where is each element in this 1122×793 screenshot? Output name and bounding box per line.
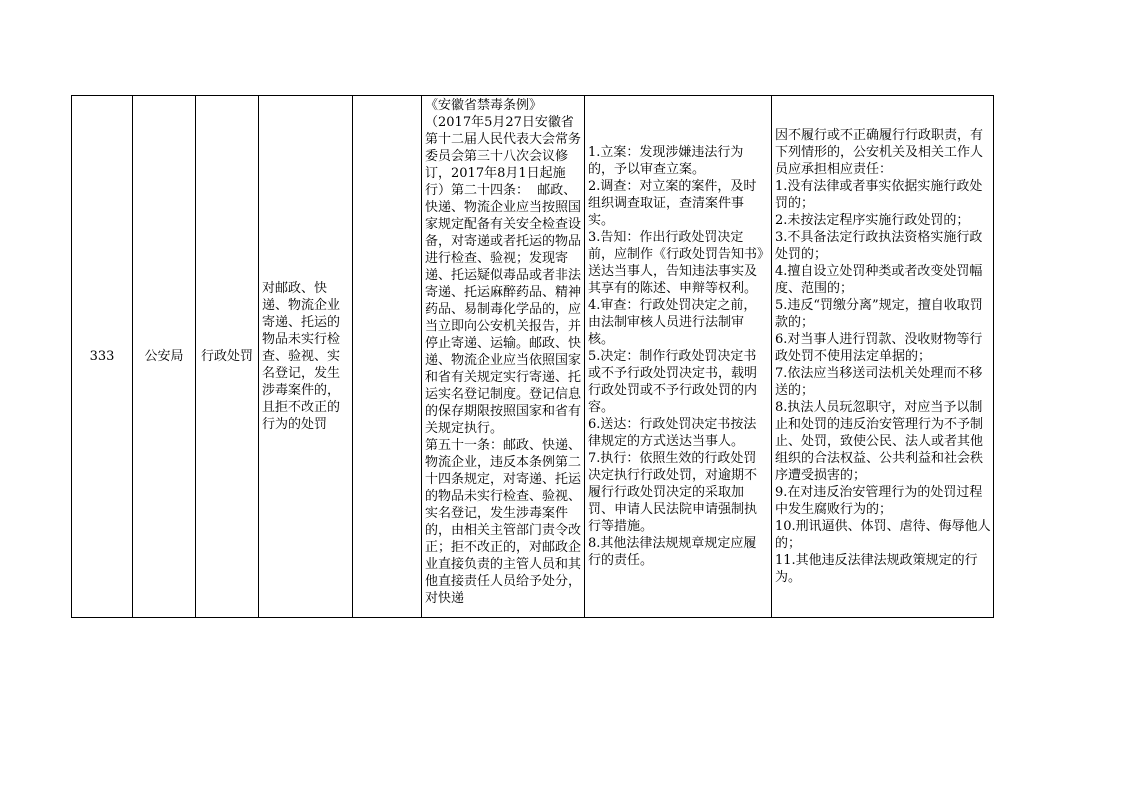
subject-cell bbox=[259, 96, 353, 618]
sub-item-cell bbox=[353, 96, 422, 618]
row-number-cell bbox=[72, 96, 133, 618]
category-cell bbox=[196, 96, 259, 618]
duty-cell bbox=[772, 96, 994, 618]
legal-basis-cell bbox=[422, 96, 585, 618]
power-list-table bbox=[71, 95, 994, 618]
power-subject: 对邮政、快递、物流企业寄递、托运的物品未实行检查、验视、实名登记，发生涉毒案件的，且拒不改正的行为的处罚 bbox=[262, 281, 341, 432]
legal-basis-text: 《安徽省禁毒条例》 （2017年5月27日安徽省第十二届人民代表大会常务委员会第三十八次会议修订，2017年8月1日起施行）第二十四条： 邮政、快递、物流企业应当按照国家规定配备有关安全检查设备，对寄递或者托运的物品进行检查、验视；发现寄递、托运疑似毒品或者非法寄递、托运麻醉药品、精神药品、易制毒化学品的，应当立即向公安机关报告，并停止寄递、运输。邮政、快递、物流企业应当依照国家和省有关规定实行寄递、托运实名登记制度。登记信息的保存期限按照国家和省有关规定执行。 第五十一条：邮政、快递、物流企业，违反本条例第二十四条规定，对寄递、托运的物品未实行检查、验视、实名登记，发生涉毒案件的，由相关主管部门责令改正；拒不改正的，对邮政企业直接负责的主管人员和其他直接责任人员给予处分，对快递 bbox=[425, 98, 582, 606]
department-cell bbox=[133, 96, 196, 618]
process-steps: 1.立案：发现涉嫌违法行为的，予以审查立案。 2.调查：对立案的案件，及时组织调查取证，查清案件事实。 3.告知：作出行政处罚决定前，应制作《行政处罚告知书》送达当事人，告知违法事实及其享有的陈述、申辩等权利。 4.审查：行政处罚决定之前，由法制审核人员进行法制审核。 5.决定：制作行政处罚决定书或不予行政处罚决定书，载明行政处罚或不予行政处罚的内容。 6.送达：行政处罚决定书按法律规定的方式送达当事人。 7.执行：依照生效的行政处罚决定执行行政处罚，对逾期不履行行政处罚决定的采取加罚、申请人民法院申请强制执行等措施。 8.其他法律法规规章规定应履行的责任。 bbox=[588, 145, 764, 568]
row-number: 333 bbox=[89, 349, 115, 364]
department-name: 公安局 bbox=[144, 349, 184, 364]
table-row bbox=[72, 96, 994, 618]
responsibility-text: 因不履行或不正确履行行政职责，有下列情形的，公安机关及相关工作人员应承担相应责任： 1.没有法律或者事实依据实施行政处罚的； 2.未按法定程序实施行政处罚的； 3.不具备法定行政执法资格实施行政处罚的； 4.擅自设立处罚种类或者改变处罚幅度、范围的； 5.违反“罚缴分离”规定，擅自收取罚款的； 6.对当事人进行罚款、没收财物等行政处罚不使用法定单据的； 7.依法应当移送司法机关处理而不移送的； 8.执法人员玩忽职守，对应当予以制止和处罚的违反治安管理行为不予制止、处罚，致使公民、法人或者其他组织的合法权益、公共利益和社会秩序遭受损害的； 9.在对违反治安管理行为的处罚过程中发生腐败行为的； 10.刑讯逼供、体罚、虐待、侮辱他人的； 11.其他违反法律法规政策规定的行为。 bbox=[775, 128, 991, 585]
power-category: 行政处罚 bbox=[200, 349, 253, 364]
process-cell bbox=[585, 96, 772, 618]
